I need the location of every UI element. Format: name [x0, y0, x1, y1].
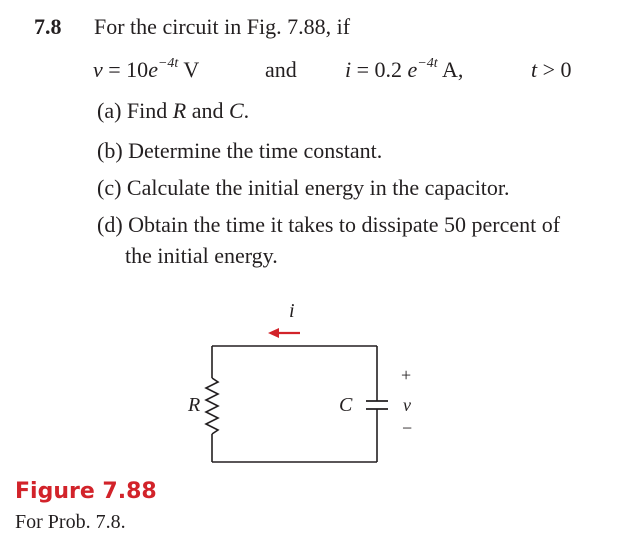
problem-intro: For the circuit in Fig. 7.88, if — [94, 14, 351, 39]
plus-sign: + — [401, 365, 412, 385]
part-d-line2: the initial energy. — [125, 243, 278, 268]
v-unit: V — [178, 57, 200, 82]
t-symbol: t — [531, 57, 538, 82]
v-exponent: −4t — [157, 56, 179, 71]
figure-caption: For Prob. 7.8. — [15, 511, 126, 533]
part-c: (c) Calculate the initial energy in the capacitor. — [97, 175, 510, 200]
capacitor-label: C — [339, 394, 353, 416]
voltage-label: v — [403, 395, 411, 415]
problem-number: 7.8 — [34, 14, 62, 39]
current-arrow — [268, 328, 300, 338]
figure-label: Figure 7.88 — [15, 479, 157, 504]
minus-sign: − — [402, 418, 413, 438]
i-unit: A, — [437, 57, 464, 82]
resistor-label: R — [188, 394, 201, 416]
part-a-c: C — [228, 98, 244, 123]
v-symbol: v — [93, 57, 103, 82]
i-symbol: i — [345, 57, 352, 82]
i-equals: = 0.2 — [351, 57, 408, 82]
i-exponent: −4t — [417, 56, 438, 71]
part-a-pre: (a) Find — [97, 98, 173, 123]
part-b: (b) Determine the time constant. — [97, 138, 383, 163]
and-word: and — [265, 57, 297, 82]
t-relation: > 0 — [537, 57, 572, 82]
i-exp-base: e — [407, 57, 418, 82]
part-a-post: . — [243, 98, 250, 123]
v-equals: = 10 — [102, 57, 149, 82]
part-d-line1: (d) Obtain the time it takes to dissipate 50 percent of — [97, 212, 561, 237]
resistor-zigzag — [206, 378, 218, 434]
v-exp-base: e — [148, 57, 158, 82]
part-a-r: R — [172, 98, 187, 123]
part-a-mid: and — [186, 98, 229, 123]
current-label: i — [289, 300, 295, 322]
